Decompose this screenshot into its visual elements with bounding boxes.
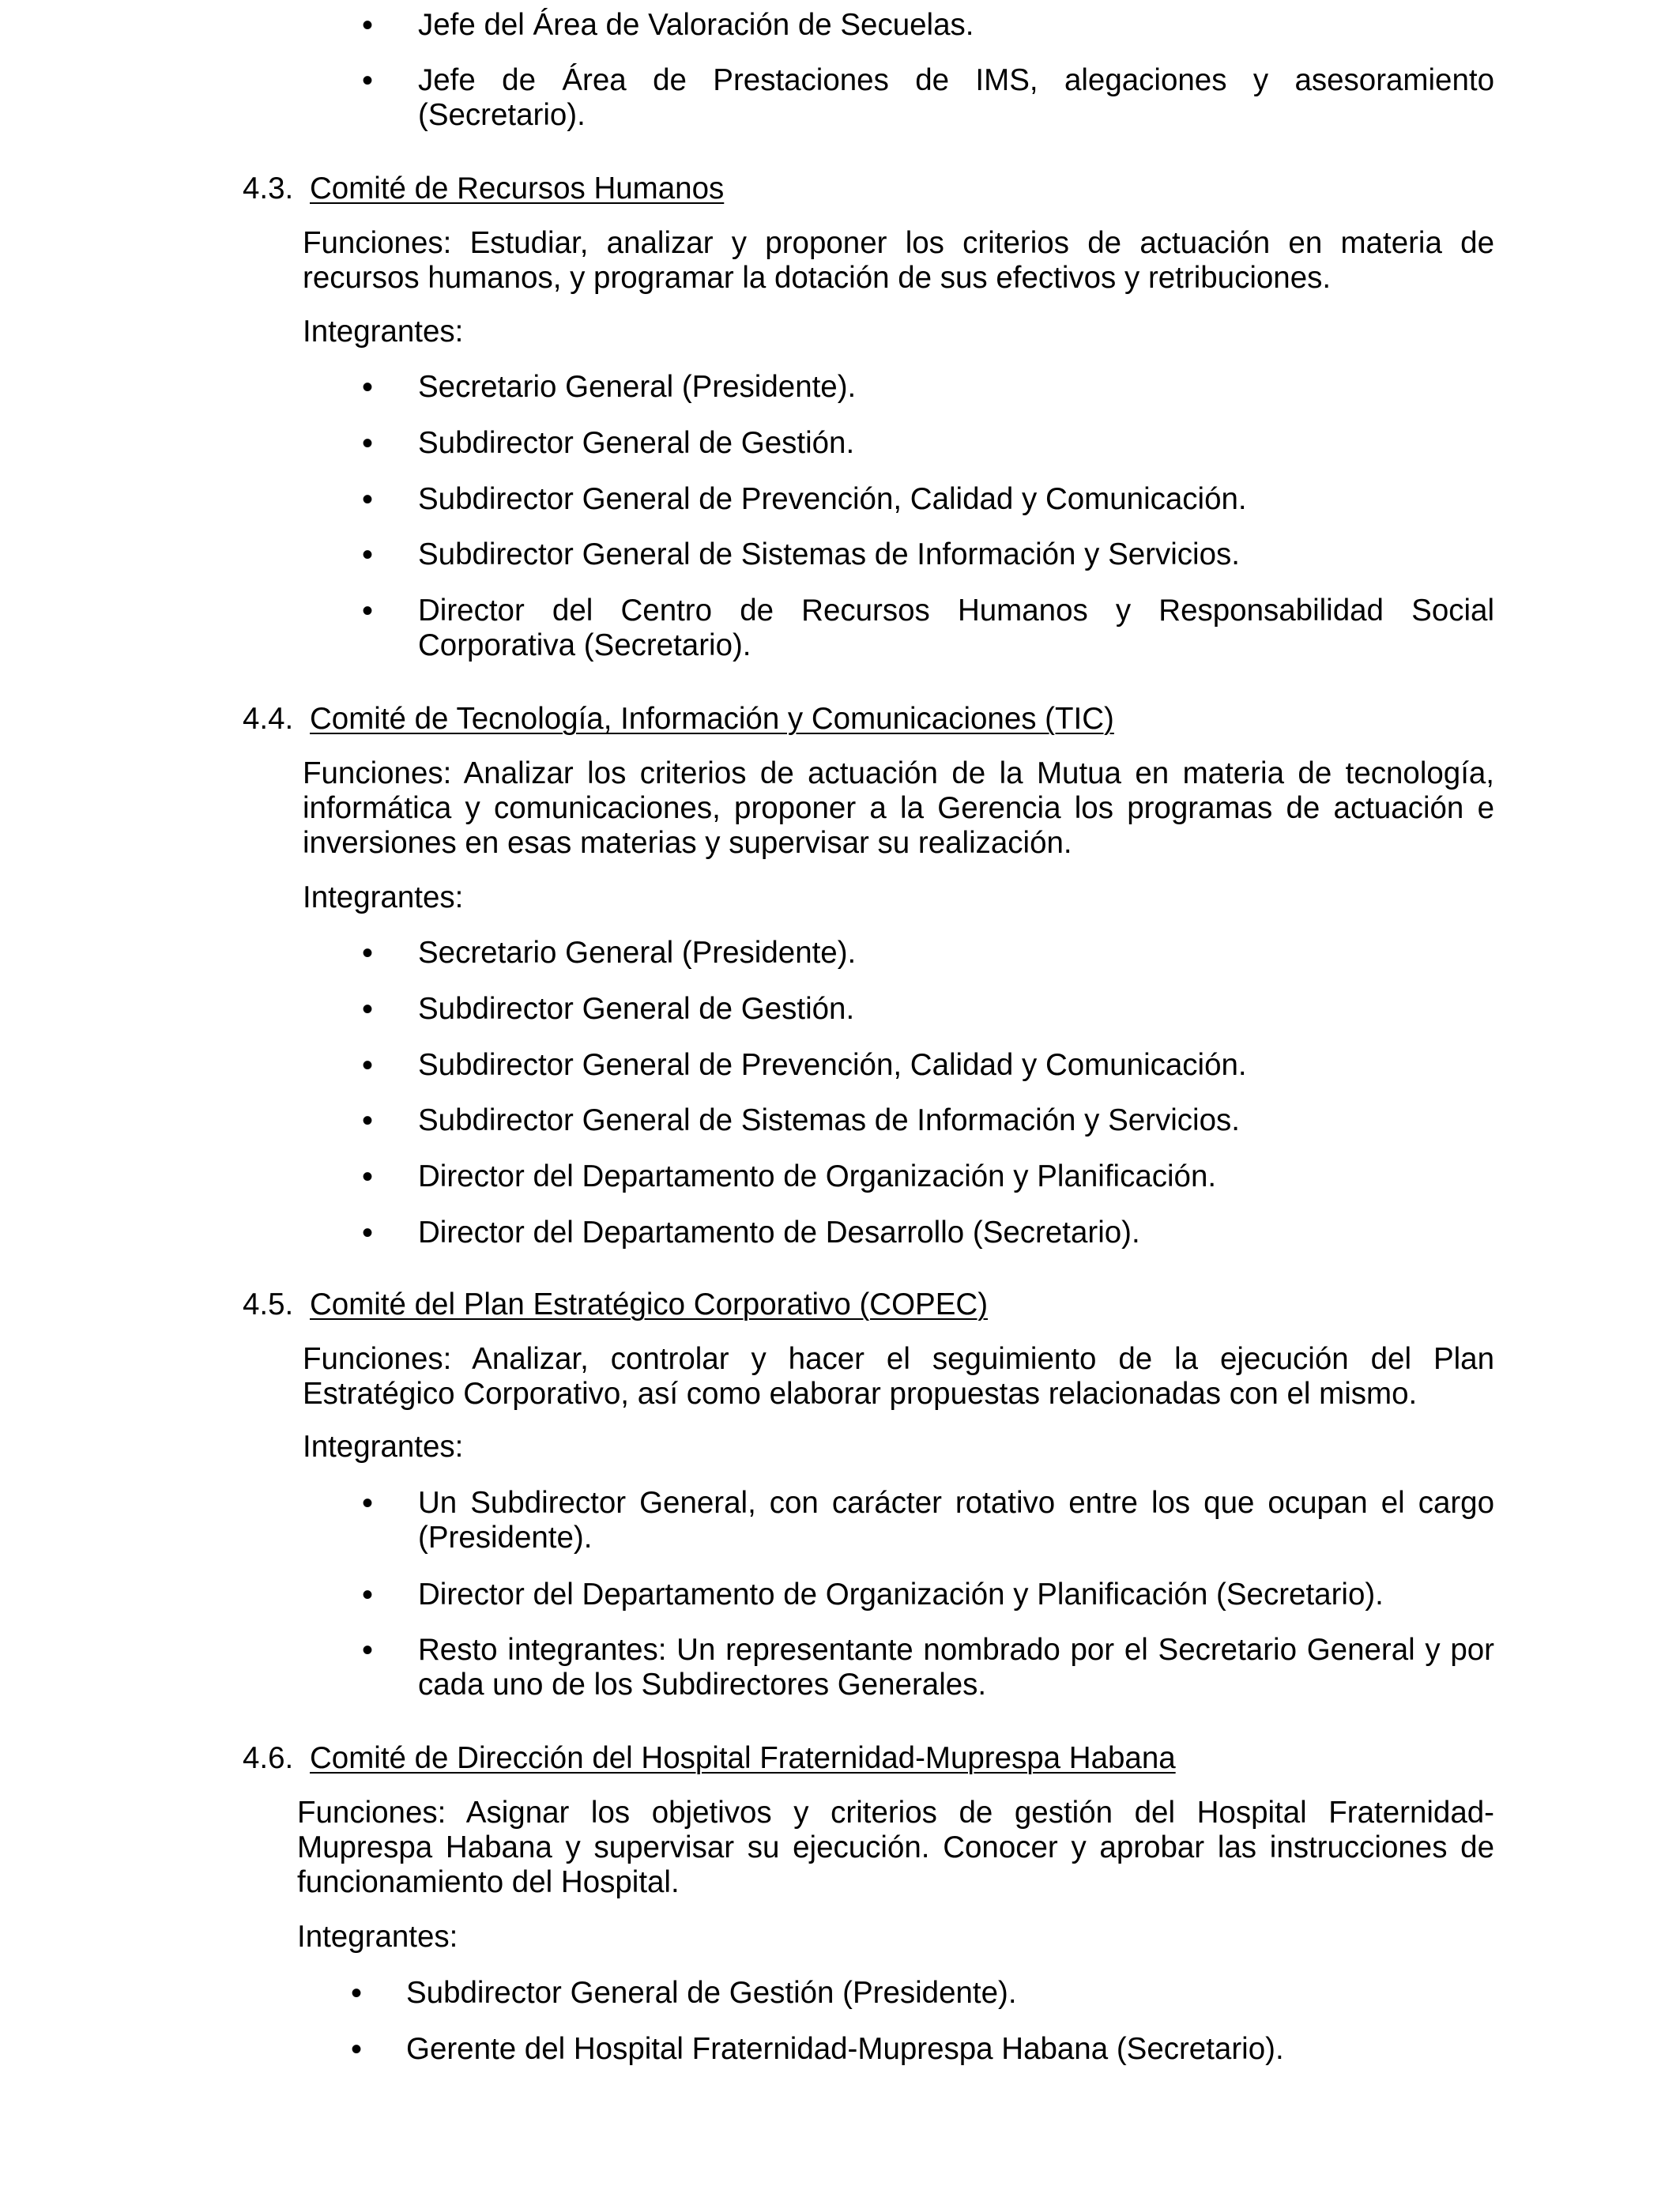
bullet-icon: • xyxy=(351,2032,363,2067)
section-funciones: Funciones: Analizar, controlar y hacer el seguimiento de la ejecución del Plan Estratégico Corporativo, así como elaborar propuestas relacionadas con el mismo. xyxy=(303,1342,1494,1411)
bullet-icon: • xyxy=(362,936,374,971)
list-item: Director del Departamento de Desarrollo (Secretario). xyxy=(418,1216,1140,1250)
section-number: 4.3. xyxy=(243,172,294,205)
bullet-icon: • xyxy=(351,1976,363,2011)
list-item: Subdirector General de Gestión. xyxy=(418,426,855,460)
list-item: Subdirector General de Prevención, Calidad y Comunicación. xyxy=(418,1048,1247,1082)
list-item: Subdirector General de Sistemas de Información y Servicios. xyxy=(418,1103,1240,1137)
bullet-icon: • xyxy=(362,992,374,1027)
integrantes-label: Integrantes: xyxy=(303,1430,464,1464)
section-number: 4.4. xyxy=(243,702,294,736)
bullet-icon: • xyxy=(362,482,374,517)
list-item: Director del Departamento de Organización y Planificación. xyxy=(418,1159,1217,1193)
bullet-icon: • xyxy=(362,1633,374,1668)
list-item: Resto integrantes: Un representante nombrado por el Secretario General y por cada uno de los Subdirectores Generales. xyxy=(418,1633,1494,1702)
list-item: Subdirector General de Prevención, Calidad y Comunicación. xyxy=(418,482,1247,516)
list-item: Gerente del Hospital Fraternidad-Muprespa Habana (Secretario). xyxy=(406,2032,1284,2066)
list-item: Secretario General (Presidente). xyxy=(418,936,857,970)
bullet-icon: • xyxy=(362,370,374,405)
list-item: Subdirector General de Sistemas de Información y Servicios. xyxy=(418,537,1240,571)
list-item: Secretario General (Presidente). xyxy=(418,370,857,404)
section-funciones: Funciones: Analizar los criterios de actuación de la Mutua en materia de tecnología, informática y comunicaciones, proponer a la Gerencia los programas de actuación e inversiones en esas materias y supervisar su realización. xyxy=(303,756,1494,860)
list-item: Director del Centro de Recursos Humanos y Responsabilidad Social Corporativa (Secretario). xyxy=(418,594,1494,662)
integrantes-label: Integrantes: xyxy=(303,315,464,349)
section-title: Comité de Tecnología, Información y Comunicaciones (TIC) xyxy=(310,702,1114,736)
list-item: Subdirector General de Gestión. xyxy=(418,992,855,1026)
list-item: Jefe de Área de Prestaciones de IMS, alegaciones y asesoramiento (Secretario). xyxy=(418,63,1494,132)
bullet-icon: • xyxy=(362,63,374,98)
bullet-icon: • xyxy=(362,1216,374,1250)
list-item: Jefe del Área de Valoración de Secuelas. xyxy=(418,8,974,42)
section-funciones: Funciones: Estudiar, analizar y proponer los criterios de actuación en materia de recursos humanos, y programar la dotación de sus efectivos y retribuciones. xyxy=(303,226,1494,295)
bullet-icon: • xyxy=(362,537,374,572)
bullet-icon: • xyxy=(362,1103,374,1138)
list-item: Director del Departamento de Organización y Planificación (Secretario). xyxy=(418,1578,1384,1612)
section-number: 4.6. xyxy=(243,1741,294,1775)
integrantes-label: Integrantes: xyxy=(297,1920,458,1954)
bullet-icon: • xyxy=(362,1486,374,1521)
section-title: Comité del Plan Estratégico Corporativo (COPEC) xyxy=(310,1287,989,1321)
bullet-icon: • xyxy=(362,8,374,43)
section-funciones: Funciones: Asignar los objetivos y criterios de gestión del Hospital Fraternidad-Muprespa Habana y supervisar su ejecución. Conocer y aprobar las instrucciones de funcionamiento del Hospital. xyxy=(297,1796,1494,1899)
bullet-icon: • xyxy=(362,594,374,628)
bullet-icon: • xyxy=(362,1159,374,1194)
section-number: 4.5. xyxy=(243,1287,294,1321)
bullet-icon: • xyxy=(362,1578,374,1612)
section-title: Comité de Dirección del Hospital Fraternidad-Muprespa Habana xyxy=(310,1741,1176,1775)
list-item: Un Subdirector General, con carácter rotativo entre los que ocupan el cargo (Presidente). xyxy=(418,1486,1494,1555)
bullet-icon: • xyxy=(362,1048,374,1083)
list-item: Subdirector General de Gestión (Presidente). xyxy=(406,1976,1017,2010)
section-title: Comité de Recursos Humanos xyxy=(310,172,725,205)
integrantes-label: Integrantes: xyxy=(303,880,464,914)
bullet-icon: • xyxy=(362,426,374,461)
